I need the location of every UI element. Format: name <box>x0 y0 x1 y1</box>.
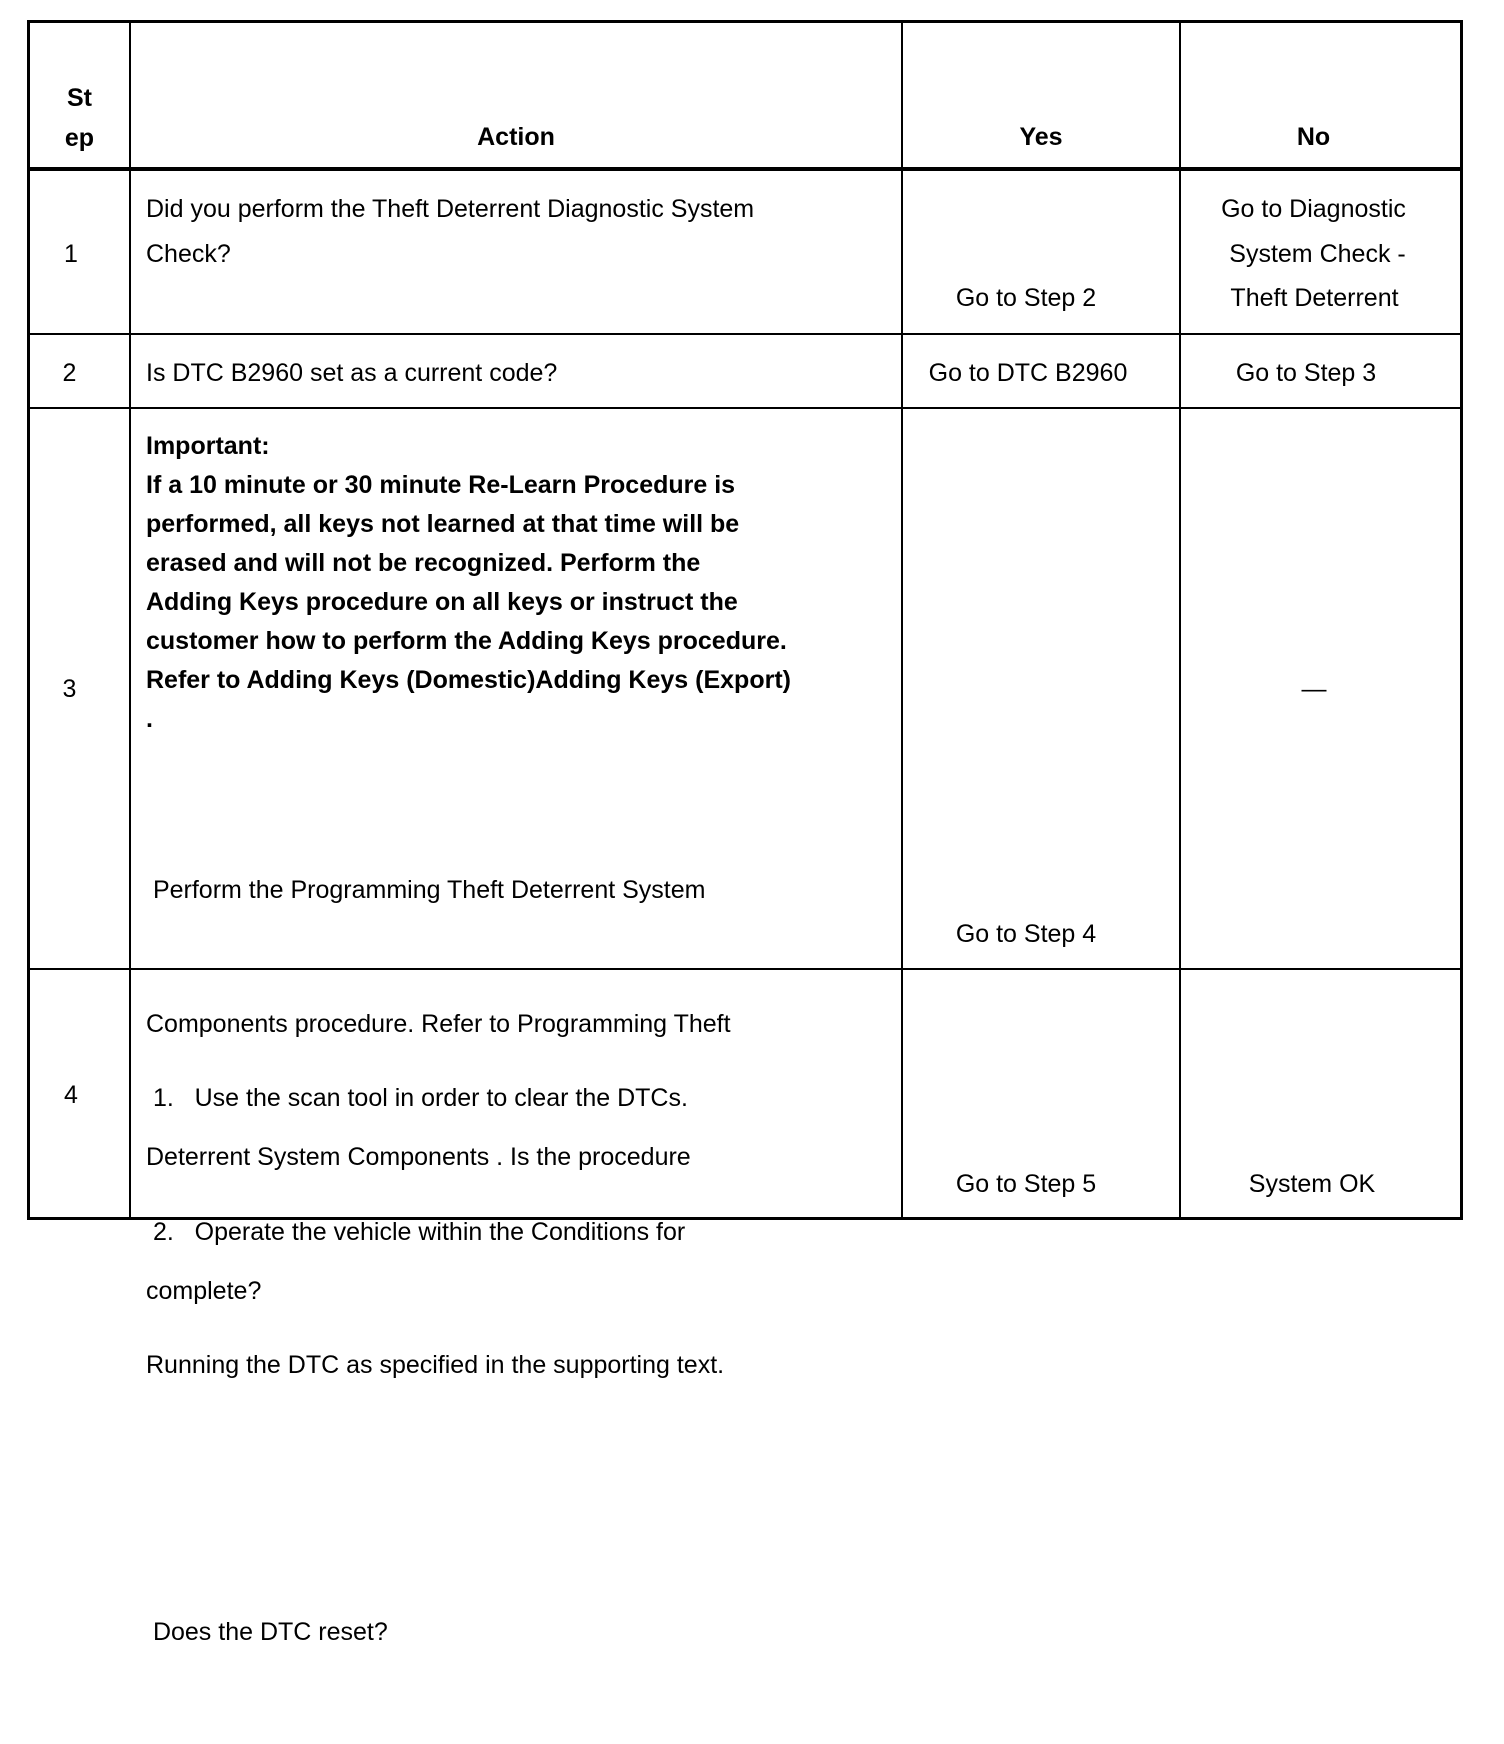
row-divider <box>30 407 1460 409</box>
action-line: Deterrent System Components . Is the procedure <box>146 1143 691 1171</box>
important-note <box>146 427 791 739</box>
important-line: . <box>146 705 153 733</box>
action-text <box>146 187 754 276</box>
step-number: 1 <box>64 240 78 268</box>
header-yes: Yes <box>1019 123 1063 151</box>
action-line: 2. Operate the vehicle within the Conditions for <box>146 1217 686 1246</box>
yes-result: Go to DTC B2960 <box>928 359 1128 387</box>
yes-result: Go to Step 2 <box>955 284 1097 312</box>
action-line: 1. Use the scan tool in order to clear the DTCs. <box>146 1084 688 1112</box>
no-result-line: System Check - <box>1229 239 1406 268</box>
header-divider <box>30 167 1460 171</box>
no-result: — <box>1301 675 1327 703</box>
no-result-line: Theft Deterrent <box>1230 284 1399 312</box>
column-divider <box>901 23 903 1217</box>
important-line: Refer to Adding Keys (Domestic)Adding Keys (Export) <box>146 666 791 694</box>
action-text: Is DTC B2960 set as a current code? <box>146 359 558 387</box>
no-result: Go to Step 3 <box>1235 359 1377 387</box>
header-step <box>30 78 129 158</box>
no-result <box>1181 187 1446 321</box>
header-no: No <box>1296 123 1331 151</box>
column-divider <box>129 23 131 1217</box>
step-number: 2 <box>62 359 77 387</box>
important-line: Adding Keys procedure on all keys or instruct the <box>146 588 738 616</box>
header-action: Action <box>477 123 555 151</box>
diagnostic-table <box>27 20 1463 1646</box>
no-result: System OK <box>1248 1170 1376 1198</box>
action-line <box>146 1477 724 1522</box>
action-line: complete? <box>146 1276 262 1305</box>
step-number: 4 <box>64 1081 78 1109</box>
action-line: Running the DTC as specified in the supporting text. <box>146 1351 725 1379</box>
step-number: 3 <box>62 675 77 703</box>
important-line: customer how to perform the Adding Keys procedure. <box>146 627 787 655</box>
action-line: Check? <box>146 239 231 268</box>
action-line: Components procedure. Refer to Programming Theft <box>146 1009 731 1038</box>
action-text <box>146 987 724 1744</box>
important-line: If a 10 minute or 30 minute Re-Learn Procedure is <box>146 471 736 499</box>
action-line: Does the DTC reset? <box>146 1618 388 1646</box>
important-line: performed, all keys not learned at that time will be <box>146 510 740 538</box>
yes-result: Go to Step 5 <box>955 1170 1097 1198</box>
no-result-line: Go to Diagnostic <box>1221 195 1406 223</box>
header-step-line-2: ep <box>64 124 95 152</box>
action-line: Did you perform the Theft Deterrent Diagnostic System <box>146 195 755 223</box>
important-label: Important: <box>146 432 270 460</box>
yes-result: Go to Step 4 <box>955 920 1097 948</box>
important-line: erased and will not be recognized. Perform the <box>146 549 701 577</box>
header-step-line-1: St <box>67 84 92 112</box>
row-divider <box>30 333 1460 335</box>
action-line: Perform the Programming Theft Deterrent System <box>146 876 706 904</box>
